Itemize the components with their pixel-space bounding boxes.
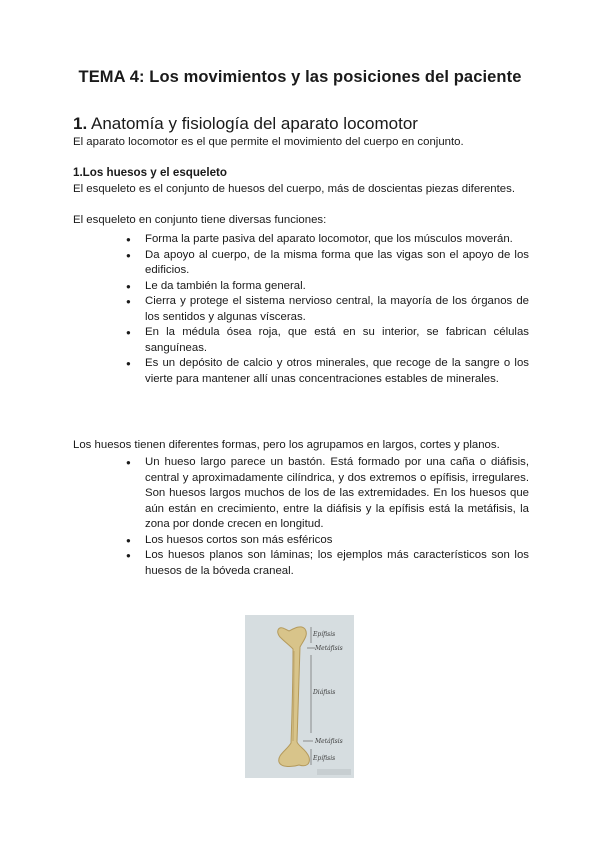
label-epifisis-top: Epífisis [313, 631, 336, 638]
bone-types-list [145, 455, 529, 579]
list-item: ● Le da también la forma general. [145, 279, 529, 295]
label-metafisis-bottom: Metáfisis [315, 738, 343, 745]
subsection-heading: 1.Los huesos y el esqueleto [73, 166, 227, 179]
list-item: ● Un hueso largo parece un bastón. Está formado por una caña o diáfisis, central y aproximadamente cilíndrica, y dos extremos o epífisis, irregulares. Son huesos largos muchos de los de las extremidades. En los huesos que aún están en crecimiento, entre la diáfisis y la epífisis está la metáfisis, la zona por donde crecen en longitud. [145, 455, 529, 533]
list-item: ● Da apoyo al cuerpo, de la misma forma que las vigas son el apoyo de los edificios. [145, 248, 529, 279]
section-heading-text: Anatomía y fisiología del aparato locomotor [90, 114, 418, 133]
paragraph-funciones: El esqueleto en conjunto tiene diversas funciones: [73, 214, 327, 226]
section-intro: El aparato locomotor es el que permite el movimiento del cuerpo en conjunto. [73, 136, 464, 148]
label-metafisis-top: Metáfisis [315, 645, 343, 652]
page-title: TEMA 4: Los movimientos y las posiciones del paciente [78, 68, 522, 86]
paragraph-esqueleto: El esqueleto es el conjunto de huesos del cuerpo, más de doscientas piezas diferentes. [73, 183, 515, 195]
list-item: ● Cierra y protege el sistema nervioso central, la mayoría de los órganos de los sentidos y algunas vísceras. [145, 294, 529, 325]
list-item: ● Los huesos cortos son más esféricos [145, 533, 529, 549]
paragraph-formas: Los huesos tienen diferentes formas, pero los agrupamos en largos, cortes y planos. [73, 439, 500, 451]
list-item: ● En la médula ósea roja, que está en su interior, se fabrican células sanguíneas. [145, 325, 529, 356]
functions-list [145, 232, 529, 387]
femur-figure [245, 615, 354, 778]
list-item: ● Los huesos planos son láminas; los ejemplos más característicos son los huesos de la bóveda craneal. [145, 548, 529, 579]
section-heading [73, 114, 418, 134]
label-diafisis: Diáfisis [313, 689, 336, 696]
list-item: ● Forma la parte pasiva del aparato locomotor, que los músculos moverán. [145, 232, 529, 248]
list-item: ● Es un depósito de calcio y otros minerales, que recoge de la sangre o los vierte para mantener allí unas concentraciones estables de minerales. [145, 356, 529, 387]
label-epifisis-bottom: Epífisis [313, 755, 336, 762]
femur-bone-illustration [245, 615, 354, 778]
section-number: 1. [73, 114, 88, 133]
